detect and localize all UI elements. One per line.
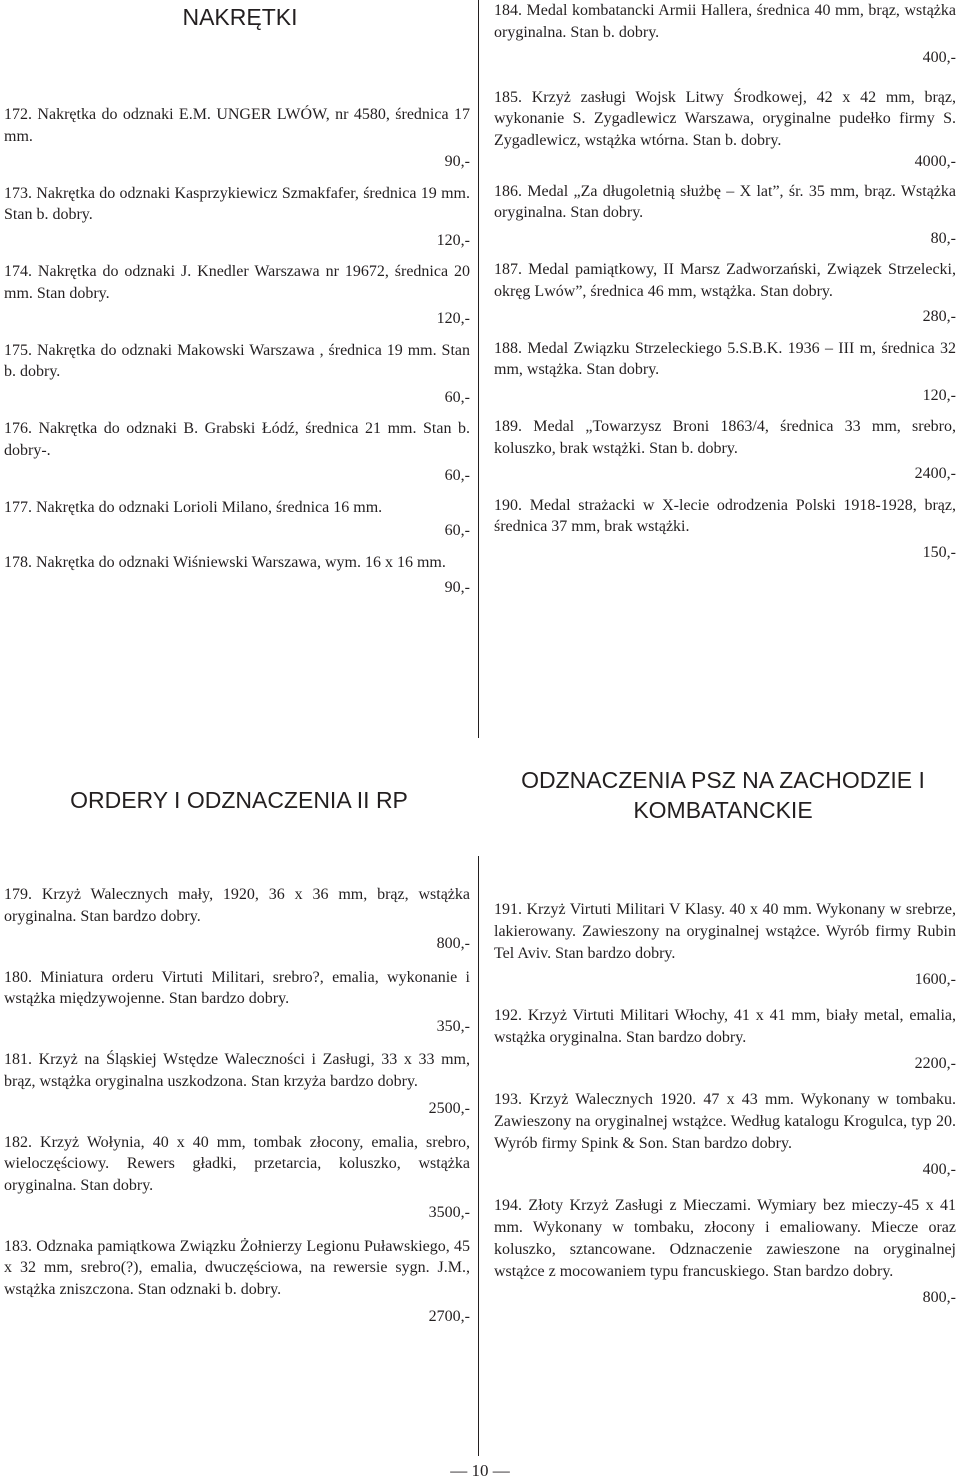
section-title-nakretki: NAKRĘTKI [182,4,298,30]
item-price: 800,- [922,1289,956,1306]
page-number: — 10 — [450,1461,510,1480]
right-column-bottom [494,899,956,1309]
right-column-top [494,0,956,563]
item-description: 183. Odznaka pamiątkowa Związku Żołnierzy Legionu Puławskiego, 45 x 32 mm, srebro(?), emalia, dwuczęściowa, na rewersie sygn. J.M., wstążka zniszczona. Stan odznaki b. dobry. [4,1237,470,1298]
item-description: 193. Krzyż Walecznych 1920. 47 x 43 mm. Wykonany w tombaku. Zawieszony na oryginalnej wstążce. Według katalogu Krogulca, typ 20. Wyrób firmy Spink & Son. Stan bardzo dobry. [494,1091,956,1152]
list-item [4,552,470,599]
list-item [4,1049,470,1120]
list-item [4,1236,470,1328]
item-description: 191. Krzyż Virtuti Militari V Klasy. 40 x 40 mm. Wykonany w srebrze, lakierowany. Zawieszony na oryginalnej wstążce. Wyrób firmy Rubin Tel Aviv. Stan bardzo dobry. [494,901,956,962]
item-price: 120,- [922,386,956,404]
list-item [4,884,470,955]
item-price: 2500,- [428,1100,470,1117]
item-price: 4000,- [914,153,956,170]
item-price: 120,- [436,310,470,327]
list-item [4,418,470,487]
list-item [494,1089,956,1181]
item-description: 175. Nakrętka do odznaki Makowski Warszawa , średnica 19 mm. Stan b. dobry. [4,341,470,380]
item-price: 280,- [922,308,956,325]
item-description: 188. Medal Związku Strzeleckiego 5.S.B.K. 1936 – III m, średnica 32 mm, wstążka. Stan dobry. [494,339,956,378]
item-price: 400,- [922,49,956,66]
item-price: 2400,- [914,465,956,482]
column-divider-top [478,0,479,738]
list-item [4,183,470,252]
list-item [4,340,470,409]
section-title-psz: ODZNACZENIA PSZ NA ZACHODZIE I KOMBATANCKIE [521,767,925,823]
left-column-top [4,104,470,599]
item-price: 80,- [930,229,956,247]
section-title-ordery: ORDERY I ODZNACZENIA II RP [70,787,408,813]
list-item [494,899,956,991]
list-item [494,181,956,250]
list-item [494,495,956,564]
item-price: 60,- [444,522,470,539]
item-price: 800,- [436,935,470,952]
item-description: 182. Krzyż Wołynia, 40 x 40 mm, tombak złocony, emalia, srebro, wieloczęściowy. Rewers gładki, przetarcia, koluszko, wstążka oryginalna. Stan dobry. [4,1133,470,1194]
item-description: 174. Nakrętka do odznaki J. Knedler Warszawa nr 19672, średnica 20 mm. Stan dobry. [4,263,470,302]
item-description: 194. Złoty Krzyż Zasługi z Mieczami. Wymiary bez mieczy-45 x 41 mm. Wykonany w tombaku, złocony i emaliowany. Miecze oraz koluszko, sztancowane. Odznaczenie zawieszone na oryginalnej wstążce z mocowaniem typu francuskiego. Stan bardzo dobry. [494,1197,956,1280]
item-price: 1600,- [914,971,956,988]
list-item [494,87,956,173]
item-description: 181. Krzyż na Śląskiej Wstędze Waleczności i Zasługi, 33 x 33 mm, brąz, wstążka oryginalna uszkodzona. Stan krzyża bardzo dobry. [4,1051,470,1090]
column-divider-bottom [478,856,479,1456]
list-item [4,1132,470,1224]
item-price: 90,- [444,153,470,170]
item-description: 186. Medal „Za długoletnią służbę – X lat”, śr. 35 mm, brąz. Wstążka oryginalna. Stan dobry. [494,182,956,221]
item-price: 150,- [922,543,956,561]
item-price: 3500,- [428,1204,470,1221]
left-column-bottom [4,884,470,1328]
item-description: 179. Krzyż Walecznych mały, 1920, 36 x 36 mm, brąz, wstążka oryginalna. Stan bardzo dobry. [4,886,470,925]
item-price: 60,- [444,467,470,484]
list-item [4,497,470,542]
item-description: 184. Medal kombatancki Armii Hallera, średnica 40 mm, brąz, wstążka oryginalna. Stan b. dobry. [494,2,956,41]
item-price: 2700,- [428,1308,470,1325]
item-description: 187. Medal pamiątkowy, II Marsz Zadworzański, Związek Strzelecki, okręg Lwów”, średnica 46 mm, wstążka. Stan dobry. [494,261,956,300]
list-item [494,259,956,328]
item-price: 90,- [444,579,470,596]
item-price: 400,- [922,1161,956,1178]
item-description: 185. Krzyż zasługi Wojsk Litwy Środkowej, 42 x 42 mm, brąz, wykonanie S. Zygadlewicz Warszawa, oryginalne pudełko firmy S. Zygadlewicz, wstążka wtórna. Stan b. dobry. [494,88,956,149]
item-description: 180. Miniatura orderu Virtuti Militari, srebro?, emalia, wykonanie i wstążka międzywojenne. Stan bardzo dobry. [4,968,470,1007]
list-item [494,1195,956,1309]
item-description: 176. Nakrętka do odznaki B. Grabski Łódź, średnica 21 mm. Stan b. dobry-. [4,420,470,459]
list-item [494,338,956,407]
item-price: 2200,- [914,1055,956,1072]
item-price: 350,- [436,1017,470,1035]
item-description: 173. Nakrętka do odznaki Kasprzykiewicz Szmakfafer, średnica 19 mm. Stan b. dobry. [4,184,470,223]
list-item [4,967,470,1038]
item-description: 189. Medal „Towarzysz Broni 1863/4, średnica 33 mm, srebro, koluszko, brak wstążki. Stan b. dobry. [494,418,956,457]
list-item [4,261,470,330]
list-item [494,1005,956,1075]
item-description: 190. Medal strażacki w X-lecie odrodzenia Polski 1918-1928, brąz, średnica 37 mm, brak wstążki. [494,496,956,535]
list-item [494,416,956,485]
list-item [4,104,470,173]
item-price: 120,- [436,231,470,249]
item-description: 192. Krzyż Virtuti Militari Włochy, 41 x 41 mm, biały metal, emalia, wstążka oryginalna. Stan bardzo dobry. [494,1007,956,1046]
list-item [494,0,956,69]
item-description: 177. Nakrętka do odznaki Lorioli Milano, średnica 16 mm. [4,498,383,516]
item-price: 60,- [444,388,470,406]
item-description: 172. Nakrętka do odznaki E.M. UNGER LWÓW, nr 4580, średnica 17 mm. [4,106,470,145]
item-description: 178. Nakrętka do odznaki Wiśniewski Warszawa, wym. 16 x 16 mm. [4,553,446,571]
